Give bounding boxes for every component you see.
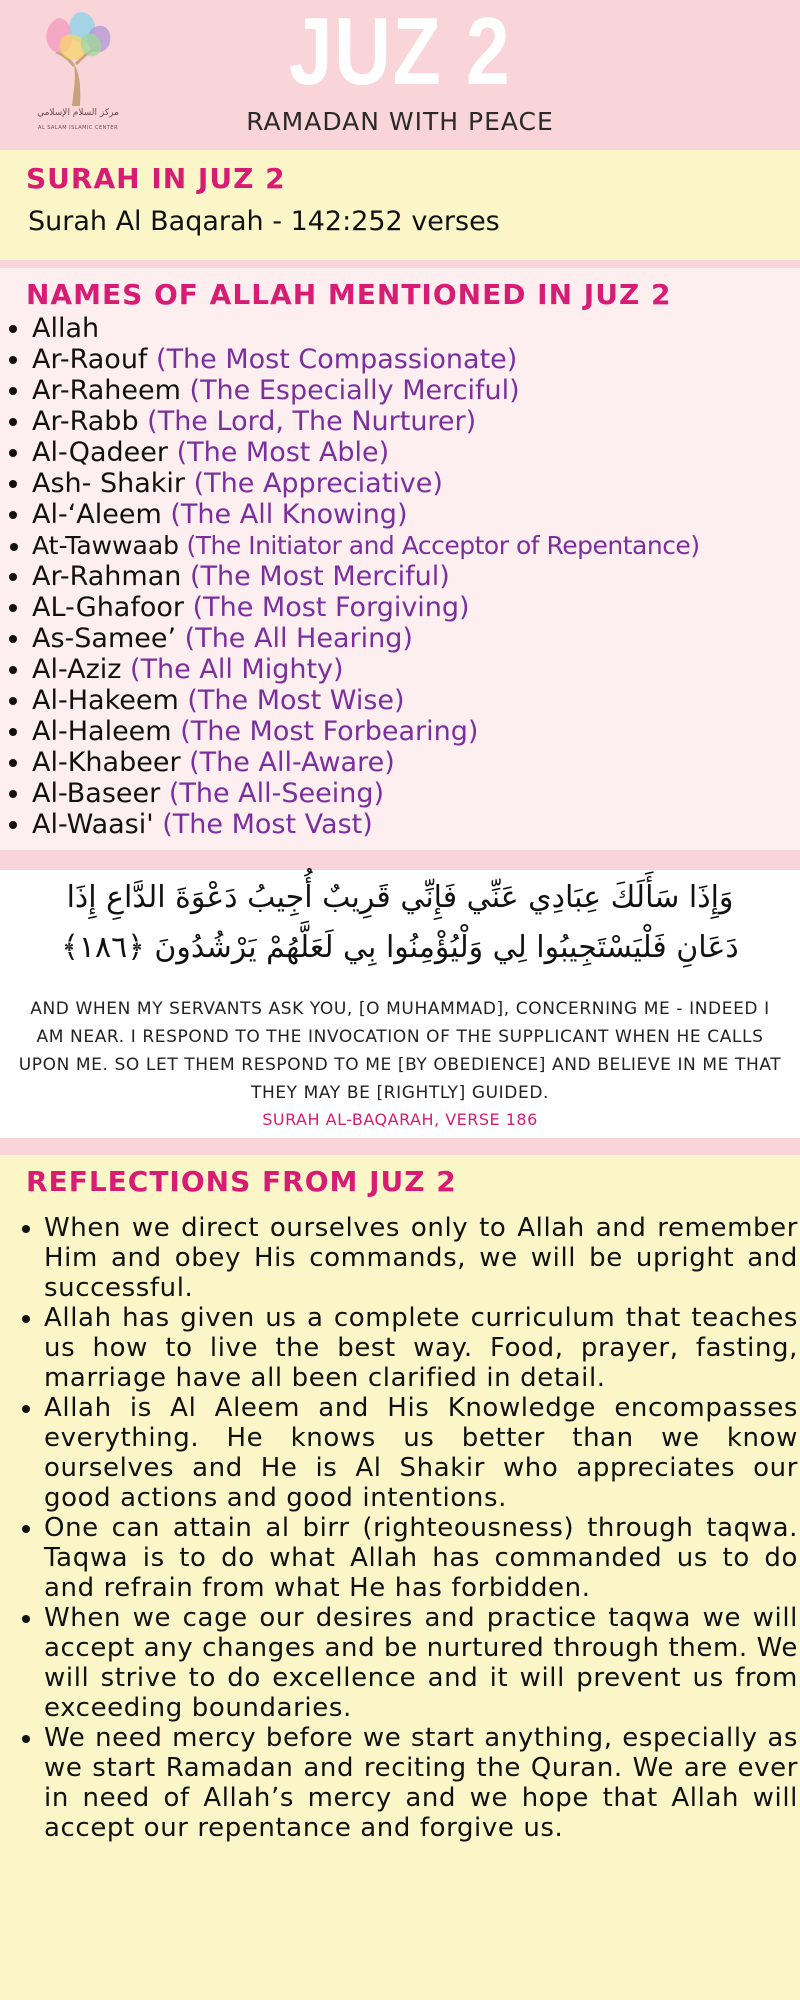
surah-section bbox=[0, 150, 800, 260]
list-item bbox=[32, 685, 700, 716]
page-subtitle: RAMADAN WITH PEACE bbox=[246, 107, 554, 136]
surah-heading: SURAH IN JUZ 2 bbox=[26, 162, 286, 195]
arabic-verse-line-1: وَإِذَا سَأَلَكَ عِبَادِي عَنِّي فَإِنِّي قَرِيبٌ أُجِيبُ دَعْوَةَ الدَّاعِ إِذَا bbox=[66, 880, 734, 915]
list-item bbox=[32, 499, 700, 530]
name-meaning: (The Lord, The Nurturer) bbox=[147, 406, 477, 437]
list-item bbox=[32, 313, 700, 344]
verse-translation: AND WHEN MY SERVANTS ASK YOU, [O MUHAMMAD], CONCERNING ME - INDEED I AM NEAR. I RESPOND TO THE INVOCATION OF THE SUPPLICANT WHEN HE CALLS UPON ME. SO LET THEM RESPOND TO ME [BY OBEDIENCE] AND BELIEVE IN ME THAT THEY MAY BE [RIGHTLY] GUIDED. bbox=[18, 999, 782, 1103]
name-meaning: (The Most Forbearing) bbox=[180, 716, 479, 747]
name-text: Al-‘Aleem bbox=[32, 499, 162, 530]
reflections-list bbox=[16, 1213, 798, 1843]
name-text: Ar-Raheem bbox=[32, 375, 181, 406]
list-item: • When we direct ourselves only to Allah and remember Him and obey His commands, we will be upright and successful. bbox=[44, 1213, 798, 1303]
name-text: As-Samee’ bbox=[32, 623, 177, 654]
list-item bbox=[32, 592, 700, 623]
name-meaning: (The All Hearing) bbox=[184, 623, 413, 654]
names-section bbox=[0, 268, 800, 850]
list-item bbox=[32, 468, 700, 499]
list-item bbox=[32, 530, 700, 561]
list-item bbox=[32, 561, 700, 592]
name-meaning: (The Most Merciful) bbox=[189, 561, 450, 592]
name-meaning: (The Initiator and Acceptor of Repentance) bbox=[186, 531, 700, 560]
list-item: • When we cage our desires and practice taqwa we will accept any changes and be nurtured through them. We will strive to do excellence and it will prevent us from exceeding boundaries. bbox=[44, 1603, 798, 1723]
tree-logo-icon bbox=[28, 8, 128, 108]
name-text: Al-Aziz bbox=[32, 654, 122, 685]
names-list bbox=[6, 313, 700, 840]
list-item bbox=[32, 623, 700, 654]
list-item: • We need mercy before we start anything, especially as we start Ramadan and reciting the Quran. We are ever in need of Allah’s mercy and we hope that Allah will accept our repentance and forgive us. bbox=[44, 1723, 798, 1843]
name-meaning: (The All Knowing) bbox=[170, 499, 408, 530]
name-meaning: (The Most Forgiving) bbox=[192, 592, 470, 623]
name-meaning: (The Most Compassionate) bbox=[156, 344, 518, 375]
logo-arabic-text: مركز السلام الإسلامي bbox=[37, 108, 119, 118]
name-text: Al-Hakeem bbox=[32, 685, 179, 716]
list-item bbox=[32, 747, 700, 778]
name-text: At-Tawwaab bbox=[32, 531, 180, 560]
list-item: • One can attain al birr (righteousness) through taqwa. Taqwa is to do what Allah has commanded us to do and refrain from what He has forbidden. bbox=[44, 1513, 798, 1603]
list-item: • Allah is Al Aleem and His Knowledge encompasses everything. He knows us better than we know ourselves and He is Al Shakir who appreciates our good actions and good intentions. bbox=[44, 1393, 798, 1513]
name-text: Al-Qadeer bbox=[32, 437, 168, 468]
verse-section bbox=[0, 870, 800, 1138]
list-item bbox=[32, 375, 700, 406]
name-text: AL-Ghafoor bbox=[32, 592, 184, 623]
name-meaning: (The All-Seeing) bbox=[168, 778, 385, 809]
list-item bbox=[32, 344, 700, 375]
name-meaning: (The Especially Merciful) bbox=[189, 375, 520, 406]
name-text: Allah bbox=[32, 313, 100, 344]
name-text: Al-Waasi' bbox=[32, 809, 154, 840]
reflections-section bbox=[0, 1155, 800, 2000]
name-text: Ar-Rahman bbox=[32, 561, 182, 592]
name-meaning: (The All-Aware) bbox=[189, 747, 395, 778]
page-title: JUZ 2 bbox=[288, 0, 512, 105]
name-meaning: (The All Mighty) bbox=[130, 654, 344, 685]
name-meaning: (The Most Vast) bbox=[162, 809, 373, 840]
verse-reference: SURAH AL-BAQARAH, VERSE 186 bbox=[262, 1110, 538, 1129]
name-text: Al-Baseer bbox=[32, 778, 161, 809]
surah-text: Surah Al Baqarah - 142:252 verses bbox=[28, 206, 500, 237]
logo bbox=[28, 8, 128, 138]
name-text: Ash- Shakir bbox=[32, 468, 186, 499]
list-item bbox=[32, 437, 700, 468]
header bbox=[0, 0, 800, 150]
names-heading: NAMES OF ALLAH MENTIONED IN JUZ 2 bbox=[26, 278, 672, 311]
name-text: Ar-Rabb bbox=[32, 406, 139, 437]
name-text: Ar-Raouf bbox=[32, 344, 148, 375]
list-item bbox=[32, 778, 700, 809]
list-item bbox=[32, 716, 700, 747]
logo-english-text: AL SALAM ISLAMIC CENTER bbox=[37, 125, 119, 131]
name-text: Al-Haleem bbox=[32, 716, 172, 747]
reflections-heading: REFLECTIONS FROM JUZ 2 bbox=[26, 1165, 457, 1198]
list-item bbox=[32, 654, 700, 685]
arabic-verse-line-2: دَعَانِ فَلْيَسْتَجِيبُوا لِي وَلْيُؤْمِنُوا بِي لَعَلَّهُمْ يَرْشُدُونَ ﴿١٨٦﴾ bbox=[61, 930, 739, 965]
list-item bbox=[32, 406, 700, 437]
name-meaning: (The Appreciative) bbox=[193, 468, 443, 499]
list-item bbox=[32, 809, 700, 840]
name-meaning: (The Most Wise) bbox=[187, 685, 405, 716]
list-item: • Allah has given us a complete curriculum that teaches us how to live the best way. Food, prayer, fasting, marriage have all been clarified in detail. bbox=[44, 1303, 798, 1393]
name-meaning: (The Most Able) bbox=[176, 437, 390, 468]
name-text: Al-Khabeer bbox=[32, 747, 181, 778]
